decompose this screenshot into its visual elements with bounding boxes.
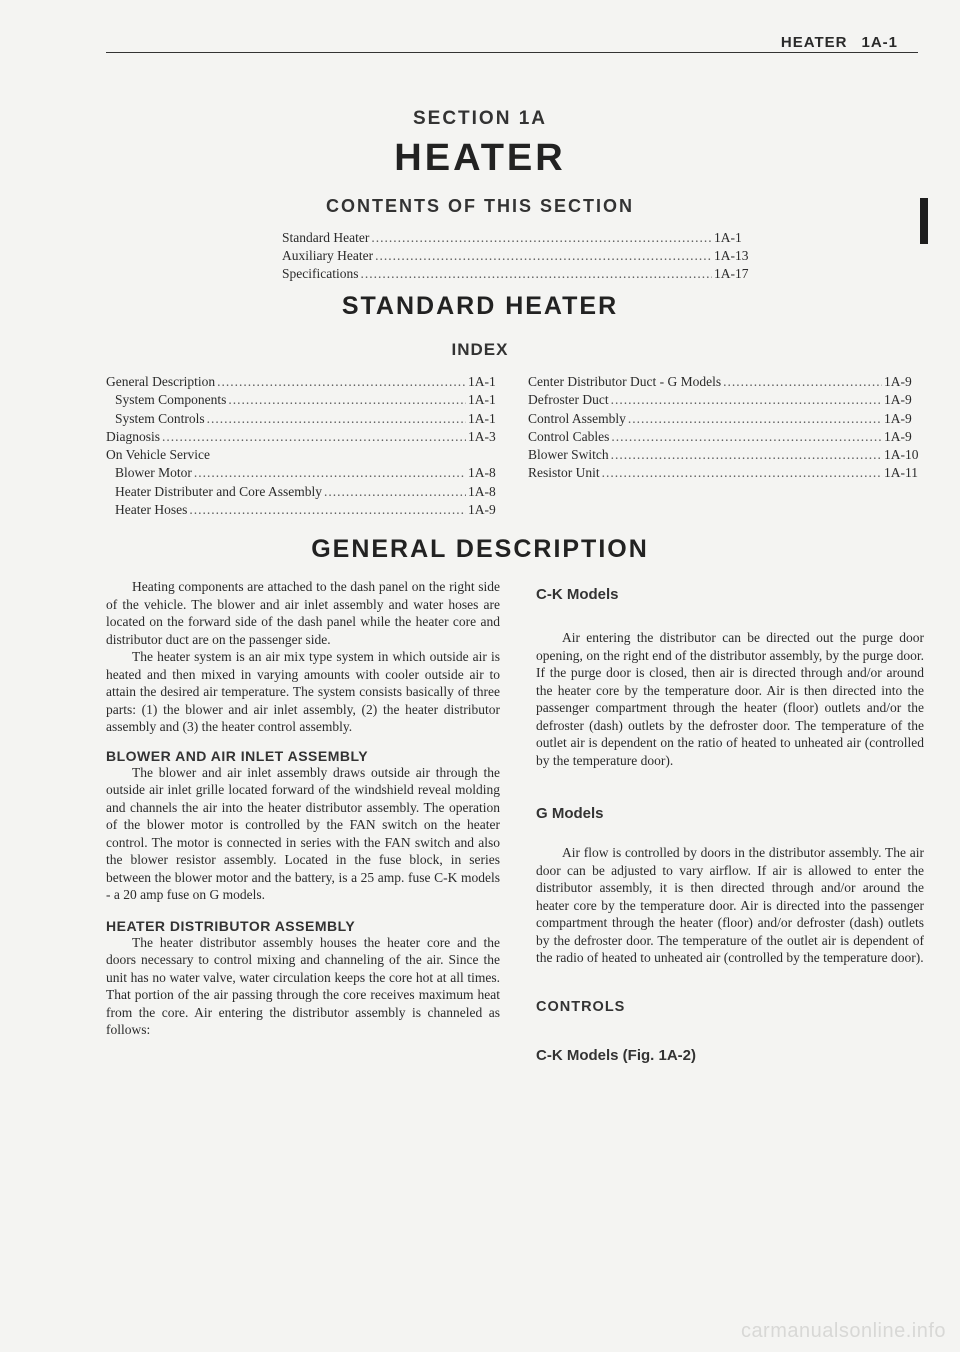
body-paragraph: Heating components are attached to the dash panel on the right side of the vehicle. The blower and air inlet assembly and water hoses are located on the forward side of the dash panel while the heater core and distributor duct are on the passenger side. [106, 579, 500, 647]
index-item-label: Heater Distributer and Core Assembly [115, 483, 322, 499]
leader-dots [611, 447, 882, 463]
distributor-assembly-heading: HEATER DISTRIBUTOR ASSEMBLY [106, 917, 356, 934]
running-head [781, 34, 898, 51]
contents-item[interactable] [282, 266, 758, 284]
index-left-column [106, 374, 504, 520]
contents-item[interactable] [282, 230, 758, 248]
index-item[interactable] [528, 465, 920, 483]
index-item-label: General Description [106, 374, 216, 389]
body-paragraph: The heater system is an air mix type system in which outside air is heated and then mixed in varying amounts with cooler outside air to attain the desired air temperature. The system consists basically of three parts: (1) the blower and air inlet assembly, (2) the heater distributor assembly and (3) the heater control assembly. [106, 649, 500, 734]
contents-item-page: 1A-13 [714, 248, 749, 263]
index-item[interactable] [106, 392, 504, 410]
body-left-column [106, 578, 500, 1039]
standard-heater-title: STANDARD HEATER [341, 292, 619, 320]
contents-list [282, 230, 758, 284]
body-paragraph: The blower and air inlet assembly draws outside air through the outside air inlet grille located forward of the windshield reveal molding and channels the air into the heater distributor assembly. The operation of the blower motor is controlled by the FAN switch on the heater control. The motor is connected in series with the FAN switch and also the blower resistor assembly. Located in the fuse block, in series between the blower motor and the battery, is a 25 amp. fuse C-K models - a 20 amp fuse on G models. [106, 764, 500, 902]
general-description-title: GENERAL DESCRIPTION [311, 535, 649, 563]
index-group-heading [106, 447, 504, 465]
leader-dots [217, 374, 466, 390]
index-item-label: Heater Hoses [115, 502, 188, 518]
index-item-page: 1A-11 [884, 465, 918, 481]
index-item-page: 1A-1 [468, 410, 496, 426]
index-item-page: 1A-9 [468, 502, 496, 518]
index-item-label: Blower Motor [115, 465, 192, 481]
index-item[interactable] [106, 484, 504, 502]
leader-dots [602, 465, 882, 481]
index-item-label: Diagnosis [106, 428, 160, 444]
index-item[interactable] [528, 429, 920, 447]
index-item-label: System Controls [115, 410, 205, 426]
contents-item-label: Auxiliary Heater [282, 248, 374, 263]
contents-item-page: 1A-17 [714, 266, 749, 281]
leader-dots [375, 248, 712, 264]
index-item-page: 1A-3 [468, 428, 496, 444]
running-head-section: HEATER [780, 34, 848, 51]
index-item[interactable] [528, 447, 920, 465]
blower-assembly-heading: BLOWER AND AIR INLET ASSEMBLY [106, 747, 369, 764]
index-item[interactable] [106, 429, 504, 447]
leader-dots [360, 266, 712, 282]
index-item-label: On Vehicle Service [106, 447, 210, 463]
controls-ck-models-heading: C-K Models (Fig. 1A-2) [536, 1046, 696, 1064]
body-right-column [536, 578, 924, 1064]
index-item-page: 1A-9 [884, 392, 912, 408]
ck-models-heading: C-K Models [536, 586, 619, 603]
index-item[interactable] [528, 392, 920, 410]
leader-dots [611, 429, 882, 445]
leader-dots [324, 484, 466, 500]
index-item-page: 1A-9 [884, 374, 912, 389]
body-paragraph: Air flow is controlled by doors in the distributor assembly. The air door can be adjusted to vary airflow. If air is allowed to enter the distributor assembly, it is then directed through and/or around the heater core by the temperature door. Air is directed into the passenger compartment through the heater (floor) and/or defroster (dash) outlets by the defroster door. The temperature of the outlet air is dependent of the radio of heated to unheated air (controlled by the temperature door). [536, 845, 924, 965]
leader-dots [194, 465, 466, 481]
index-item-label: Center Distributor Duct - G Models [528, 374, 722, 389]
index-item-page: 1A-10 [884, 447, 919, 463]
index-item-label: Blower Switch [528, 447, 609, 463]
index-item-page: 1A-8 [468, 465, 496, 481]
index-item[interactable] [106, 374, 504, 392]
leader-dots [628, 411, 882, 427]
index-item-label: Defroster Duct [528, 392, 609, 408]
index-item-label: System Components [115, 392, 227, 408]
g-models-heading: G Models [536, 805, 604, 822]
leader-dots [611, 392, 882, 408]
header-rule [106, 52, 918, 53]
index-item-page: 1A-9 [884, 410, 912, 426]
index-item-page: 1A-9 [884, 428, 912, 444]
leader-dots [162, 429, 466, 445]
index-item[interactable] [106, 411, 504, 429]
section-label: SECTION 1A [412, 108, 548, 129]
index-item-label: Resistor Unit [528, 465, 600, 481]
leader-dots [189, 502, 466, 518]
index-item[interactable] [106, 465, 504, 483]
contents-item[interactable] [282, 248, 758, 266]
leader-dots [207, 411, 466, 427]
contents-item-page: 1A-1 [714, 230, 742, 245]
index-item-page: 1A-8 [468, 483, 496, 499]
page-title: HEATER [394, 137, 566, 179]
index-item-page: 1A-1 [468, 392, 496, 408]
body-paragraph: Air entering the distributor can be directed out the purge door opening, on the right end of the distributor assembly, by the purge door. If the purge door is closed, then air is directed through and/or around the heater core by the temperature door. Air is then directed into the passenger compartment through the heater (floor) outlets and/or the defroster (dash) outlets by the defroster door. The temperature of the outlet air is dependent on the ratio of heated to unheated air (controlled by the temperature door). [536, 630, 924, 768]
index-right-column [528, 374, 920, 484]
body-paragraph: The heater distributor assembly houses the heater core and the doors necessary to control mixing and channeling of the air. Since the unit has no water valve, water circulation keeps the core hot at all times. That portion of the air passing through the core receives maximum heat from the core. Air entering the distributor assembly is channeled as follows: [106, 934, 500, 1037]
index-item-page: 1A-1 [468, 374, 496, 389]
index-item-label: Control Assembly [528, 410, 626, 426]
running-head-page: 1A-1 [861, 34, 898, 51]
leader-dots [228, 392, 466, 408]
contents-title: CONTENTS OF THIS SECTION [325, 196, 634, 216]
leader-dots [371, 230, 712, 246]
leader-dots [723, 374, 882, 390]
index-item[interactable] [528, 411, 920, 429]
watermark: carmanualsonline.info [740, 1320, 946, 1342]
index-title: INDEX [451, 340, 509, 359]
contents-item-label: Specifications [282, 266, 359, 281]
index-item[interactable] [528, 374, 920, 392]
index-item[interactable] [106, 502, 504, 520]
controls-heading: CONTROLS [536, 998, 626, 1015]
contents-item-label: Standard Heater [282, 230, 370, 245]
index-item-label: Control Cables [528, 428, 610, 444]
